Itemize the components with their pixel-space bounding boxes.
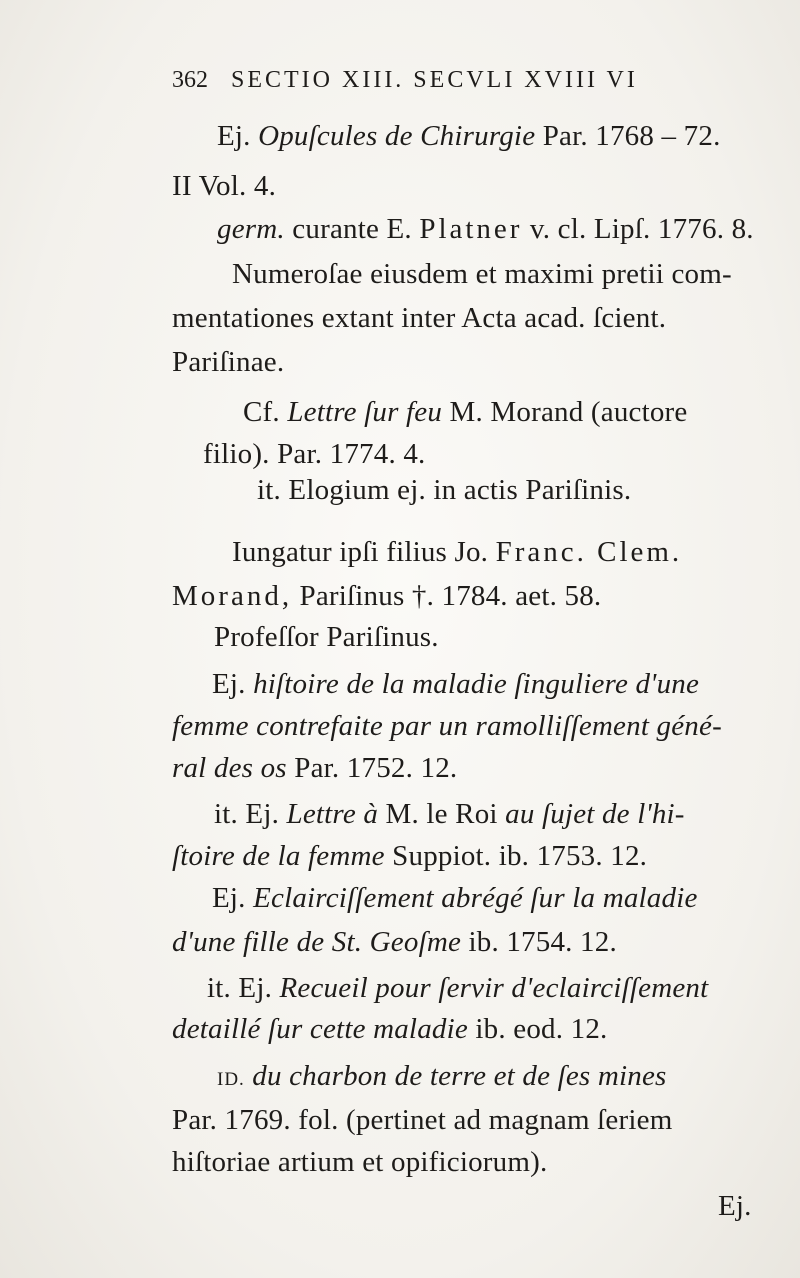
- text-segment: filio). Par. 1774. 4.: [203, 438, 426, 470]
- text-segment: Par. 1752. 12.: [286, 752, 458, 784]
- text-segment: germ.: [217, 213, 285, 245]
- text-line: [214, 800, 685, 829]
- text-segment: Ej.: [217, 120, 259, 152]
- text-line: [172, 842, 647, 871]
- text-segment: femme contrefaite par un ramolliſſement géné-: [172, 710, 722, 742]
- text-segment: ib. 1754. 12.: [461, 926, 617, 958]
- text-line: [172, 304, 666, 333]
- text-line: [207, 974, 708, 1003]
- text-segment: it. Ej.: [214, 798, 287, 830]
- text-line: [172, 1015, 607, 1044]
- text-segment: Iungatur ipſi filius Jo.: [232, 536, 496, 568]
- text-line: [257, 476, 631, 505]
- text-segment: au ſujet de l'hi-: [505, 798, 685, 830]
- text-segment: Morand,: [172, 580, 293, 612]
- text-segment: Lettre ſur feu: [287, 396, 443, 428]
- text-line: [232, 260, 732, 289]
- text-segment: ſtoire de la femme: [172, 840, 385, 872]
- text-segment: Opuſcules de Chirurgie: [258, 120, 536, 152]
- text-segment: Numeroſae eiusdem et maximi pretii com-: [232, 258, 732, 290]
- text-segment: ID.: [217, 1069, 245, 1090]
- text-segment: hiſtoire de la maladie ſinguliere d'une: [253, 668, 700, 700]
- text-segment: Lettre à: [286, 798, 379, 830]
- text-line: [212, 884, 698, 913]
- text-line: [203, 440, 426, 469]
- text-line: [172, 582, 601, 611]
- text-segment: M. le Roi: [378, 798, 506, 830]
- text-line: [217, 1062, 667, 1091]
- text-line: [243, 398, 687, 427]
- text-segment: Profeſſor Pariſinus.: [214, 621, 439, 653]
- text-line: [172, 712, 722, 741]
- text-segment: Franc. Clem.: [495, 536, 683, 568]
- text-line: [214, 623, 439, 652]
- text-segment: it. Ej.: [207, 972, 280, 1004]
- text-line: [172, 348, 284, 377]
- text-segment: Recueil pour ſervir d'eclairciſſement: [279, 972, 709, 1004]
- running-header: [172, 68, 638, 92]
- running-title: SECTIO XIII. SECVLI XVIII VI: [231, 67, 638, 93]
- text-line: [172, 928, 617, 957]
- text-segment: curante E.: [284, 213, 420, 245]
- catchword: Ej.: [718, 1190, 752, 1222]
- text-segment: Ej.: [212, 668, 254, 700]
- text-segment: Pariſinae.: [172, 346, 285, 378]
- text-segment: Par. 1769. fol. (pertinet ad magnam ſeriem: [172, 1104, 673, 1136]
- text-line: [172, 1106, 672, 1135]
- text-segment: Par. 1768 – 72.: [535, 120, 721, 152]
- text-segment: mentationes extant inter Acta acad. ſcient.: [172, 302, 667, 334]
- text-line: [172, 754, 457, 783]
- text-line: [172, 1148, 547, 1177]
- text-line: [217, 122, 721, 151]
- text-segment: Eclairciſſement abrégé ſur la maladie: [253, 882, 698, 914]
- text-segment: ral des os: [172, 752, 287, 784]
- text-line: [212, 670, 699, 699]
- text-segment: Pariſinus †. 1784. aet. 58.: [292, 580, 602, 612]
- text-segment: detaillé ſur cette maladie: [172, 1013, 468, 1045]
- text-segment: d'une fille de St. Geoſme: [172, 926, 462, 958]
- text-line: [232, 538, 682, 567]
- text-line: [217, 215, 754, 244]
- text-segment: v. cl. Lipſ. 1776. 8.: [522, 213, 754, 245]
- text-segment: M. Morand (auctore: [442, 396, 688, 428]
- text-segment: Platner: [419, 213, 523, 245]
- text-line: [172, 172, 276, 201]
- text-segment: hiſtoriae artium et opificiorum).: [172, 1146, 548, 1178]
- text-segment: it. Elogium ej. in actis Pariſinis.: [257, 474, 632, 506]
- text-segment: II Vol. 4.: [172, 170, 277, 202]
- page-number: 362: [172, 67, 208, 93]
- text-segment: Cf.: [243, 396, 288, 428]
- text-segment: Suppiot. ib. 1753. 12.: [384, 840, 648, 872]
- text-segment: ib. eod. 12.: [467, 1013, 608, 1045]
- text-segment: du charbon de terre et de ſes mines: [252, 1060, 667, 1092]
- text-segment: Ej.: [212, 882, 254, 914]
